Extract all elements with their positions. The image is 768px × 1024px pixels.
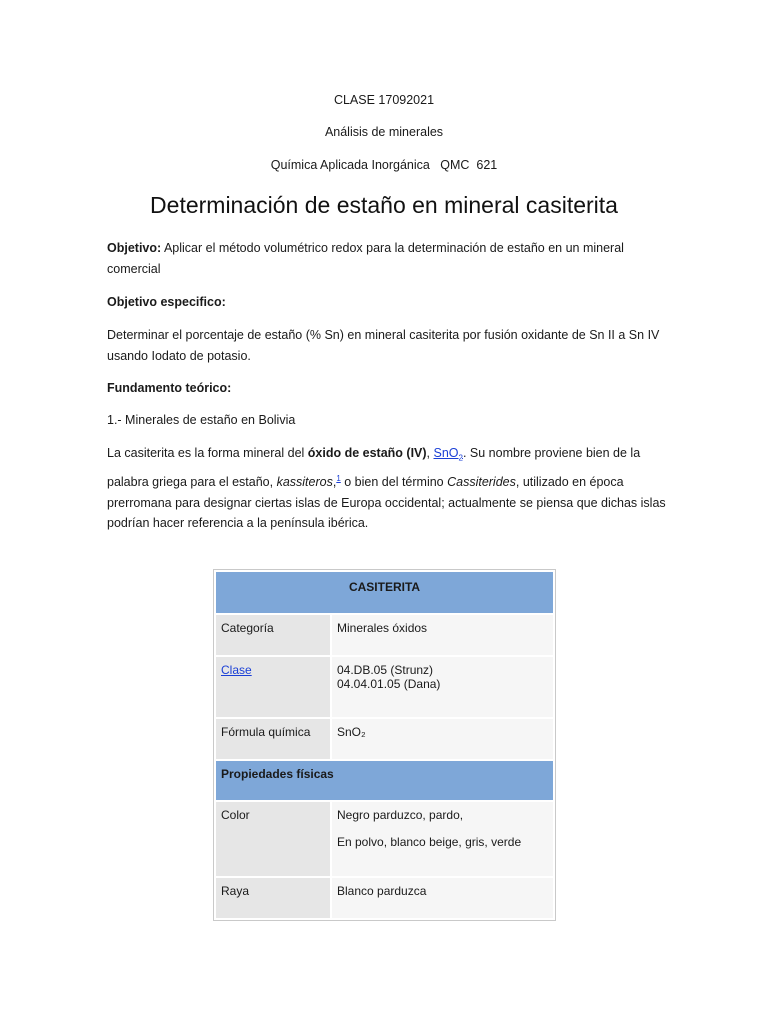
row-label: Fórmula química xyxy=(216,719,330,759)
subject-line: Análisis de minerales xyxy=(324,125,444,139)
color-value-2: En polvo, blanco beige, gris, verde xyxy=(337,835,522,849)
reference-link[interactable]: 1 xyxy=(336,474,341,483)
objective-paragraph xyxy=(107,238,667,279)
infobox-row xyxy=(216,719,553,759)
dana-value: 04.04.01.05 (Dana) xyxy=(337,677,441,691)
kassiteros-term: kassiteros xyxy=(276,475,333,490)
objective-text: Aplicar el método volumétrico redox para la determinación de estaño en un mineral comercial xyxy=(107,241,624,276)
specific-objective-heading: Objetivo especifico: xyxy=(107,295,226,309)
row-label: Categoría xyxy=(216,615,330,655)
row-value: Blanco parduzca xyxy=(332,878,553,918)
mineral-infobox xyxy=(213,569,556,921)
row-value: SnO₂ xyxy=(332,719,553,759)
intro-paragraph xyxy=(107,443,667,534)
infobox-row xyxy=(216,802,553,876)
objective-label: Objetivo: xyxy=(107,241,162,255)
course-line: Química Aplicada Inorgánica QMC 621 xyxy=(270,158,498,172)
row-label: Raya xyxy=(216,878,330,918)
sno2-link-text: SnO xyxy=(433,446,459,460)
color-value-1: Negro parduzco, pardo, xyxy=(337,808,464,822)
section-heading: 1.- Minerales de estaño en Bolivia xyxy=(107,413,296,427)
infobox-row xyxy=(216,657,553,717)
page-title: Determinación de estaño en mineral casiterita xyxy=(150,192,618,218)
row-label xyxy=(216,657,330,717)
intro-text-1: La casiterita es la forma mineral del xyxy=(107,446,308,460)
infobox-row xyxy=(216,878,553,918)
intro-text-4: , xyxy=(332,475,337,490)
class-code: CLASE 17092021 xyxy=(333,93,435,107)
oxide-term: óxido de estaño (IV) xyxy=(307,446,427,460)
specific-objective-text: Determinar el porcentaje de estaño (% Sn) en mineral casiterita por fusión oxidante de Sn II a Sn IV usando Iodato de potasio. xyxy=(107,328,660,363)
section-header: Propiedades físicas xyxy=(216,761,553,800)
infobox-title: CASITERITA xyxy=(216,572,553,613)
intro-text-5: o bien del término xyxy=(340,475,448,490)
row-value xyxy=(332,802,553,876)
sno2-subscript: 2 xyxy=(458,453,463,463)
cassiterides-term: Cassiterides xyxy=(447,475,516,490)
infobox-row xyxy=(216,615,553,655)
row-label: Color xyxy=(216,802,330,876)
intro-text-3: . Su nombre proviene bien de la palabra griega para el estaño, xyxy=(107,446,641,490)
intro-text-6: , utilizado en época prerromana para designar ciertas islas de Europa occidental; actualmente se piensa que dichas islas podrían hacer referencia a la península ibérica. xyxy=(107,475,666,531)
sno2-link[interactable] xyxy=(433,446,463,463)
row-value xyxy=(332,657,553,717)
row-value: Minerales óxidos xyxy=(332,615,553,655)
theory-heading: Fundamento teórico: xyxy=(107,381,232,395)
strunz-value: 04.DB.05 (Strunz) xyxy=(337,663,434,677)
clase-link[interactable]: Clase xyxy=(221,663,252,677)
intro-text-2: , xyxy=(426,446,434,460)
